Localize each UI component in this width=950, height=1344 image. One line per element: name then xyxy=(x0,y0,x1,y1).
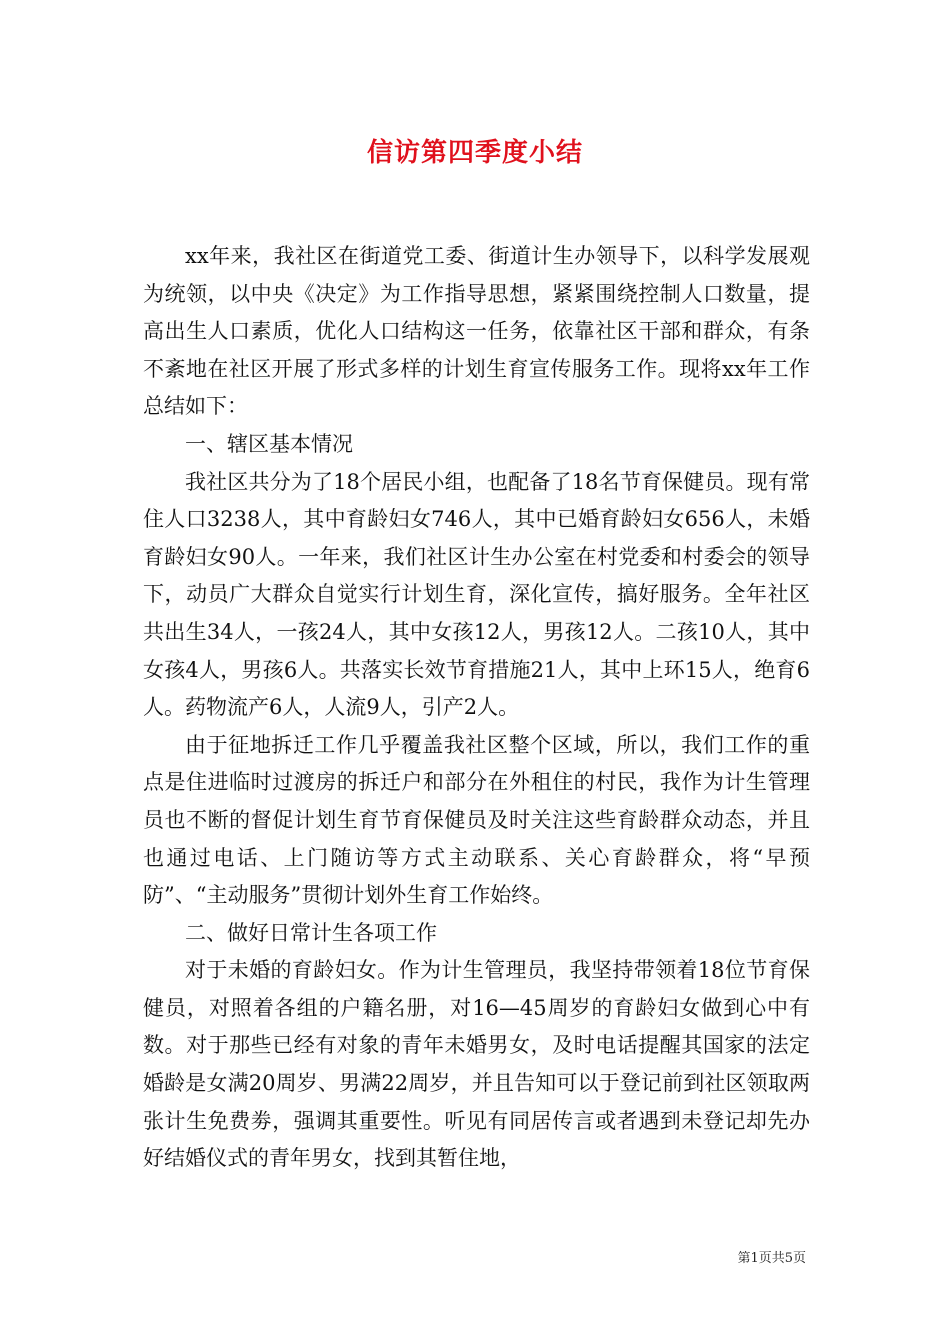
intro-paragraph: xx年来，我社区在街道党工委、街道计生办领导下，以科学发展观为统领，以中央《决定》为工作指导思想，紧紧围绕控制人口数量，提高出生人口素质，优化人口结构这一任务，依靠社区干部和群众，有条不紊地在社区开展了形式多样的计划生育宣传服务工作。现将xx年工作总结如下： xyxy=(143,244,810,419)
section-heading-2: 二、做好日常计生各项工作 xyxy=(185,920,437,945)
page-number: 第1页共5页 xyxy=(737,1251,806,1266)
document-title: 信访第四季度小结 xyxy=(366,138,583,168)
statistics-paragraph: 我社区共分为了18个居民小组，也配备了18名节育保健员。现有常住人口3238人，其中育龄妇女746人，其中已婚育龄妇女656人，未婚育龄妇女90人。一年来，我们社区计生办公室在村党委和村委会的领导下，动员广大群众自觉实行计划生育，深化宣传，搞好服务。全年社区共出生34人，一孩24人，其中女孩12人，男孩12人。二孩10人，其中女孩4人，男孩6人。共落实长效节育措施21人，其中上环15人，绝育6人。药物流产6人，人流9人，引产2人。 xyxy=(143,469,810,720)
relocation-paragraph: 由于征地拆迁工作几乎覆盖我社区整个区域，所以，我们工作的重点是住进临时过渡房的拆迁户和部分在外租住的村民，我作为计生管理员也不断的督促计划生育节育保健员及时关注这些育龄群众动态，并且也通过电话、上门随访等方式主动联系、关心育龄群众，将“早预防”、“主动服务”贯彻计划外生育工作始终。 xyxy=(143,732,810,908)
section-heading-1: 一、辖区基本情况 xyxy=(185,431,353,456)
unmarried-women-paragraph: 对于未婚的育龄妇女。作为计生管理员，我坚持带领着18位节育保健员，对照着各组的户籍名册，对16—45周岁的育龄妇女做到心中有数。对于那些已经有对象的青年未婚男女，及时电话提醒其国家的法定婚龄是女满20周岁、男满22周岁，并且告知可以于登记前到社区领取两张计生免费劵，强调其重要性。听见有同居传言或者遇到未登记却先办好结婚仪式的青年男女，找到其暂住地， xyxy=(143,958,810,1171)
document-body xyxy=(143,238,810,1178)
